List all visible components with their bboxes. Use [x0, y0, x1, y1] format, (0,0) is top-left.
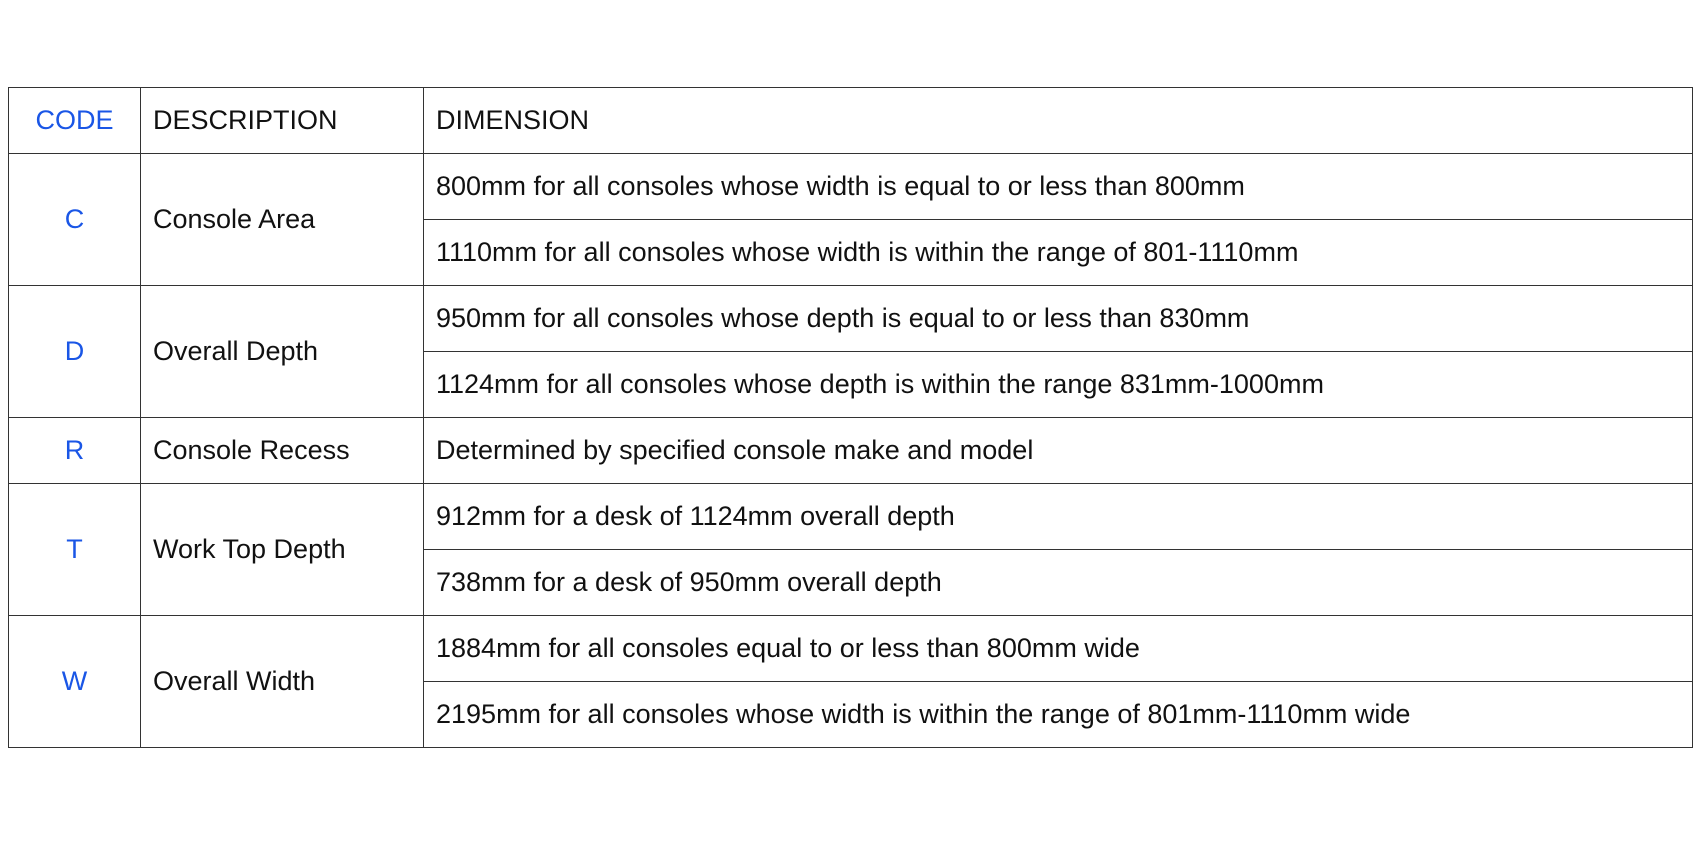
dimension-cell: 2195mm for all consoles whose width is within the range of 801mm-1110mm wide	[424, 682, 1693, 748]
table-row	[9, 154, 1693, 220]
table-row	[9, 616, 1693, 682]
table-row	[9, 286, 1693, 352]
header-description: DESCRIPTION	[141, 88, 424, 154]
dimension-cell: 738mm for a desk of 950mm overall depth	[424, 550, 1693, 616]
description-cell: Console Recess	[141, 418, 424, 484]
description-cell: Overall Width	[141, 616, 424, 748]
description-cell: Overall Depth	[141, 286, 424, 418]
dimension-cell: 800mm for all consoles whose width is equal to or less than 800mm	[424, 154, 1693, 220]
code-cell: R	[9, 418, 141, 484]
code-cell: W	[9, 616, 141, 748]
table-row	[9, 484, 1693, 550]
dimensions-table	[8, 87, 1693, 748]
header-code: CODE	[9, 88, 141, 154]
description-cell: Console Area	[141, 154, 424, 286]
code-cell: C	[9, 154, 141, 286]
dimension-cell: 912mm for a desk of 1124mm overall depth	[424, 484, 1693, 550]
dimension-cell: 1884mm for all consoles equal to or less than 800mm wide	[424, 616, 1693, 682]
code-cell: D	[9, 286, 141, 418]
dimension-cell: 1110mm for all consoles whose width is within the range of 801-1110mm	[424, 220, 1693, 286]
code-cell: T	[9, 484, 141, 616]
dimension-cell: Determined by specified console make and model	[424, 418, 1693, 484]
dimension-cell: 1124mm for all consoles whose depth is within the range 831mm-1000mm	[424, 352, 1693, 418]
description-cell: Work Top Depth	[141, 484, 424, 616]
dimension-cell: 950mm for all consoles whose depth is equal to or less than 830mm	[424, 286, 1693, 352]
table-row	[9, 418, 1693, 484]
header-dimension: DIMENSION	[424, 88, 1693, 154]
table-header-row	[9, 88, 1693, 154]
